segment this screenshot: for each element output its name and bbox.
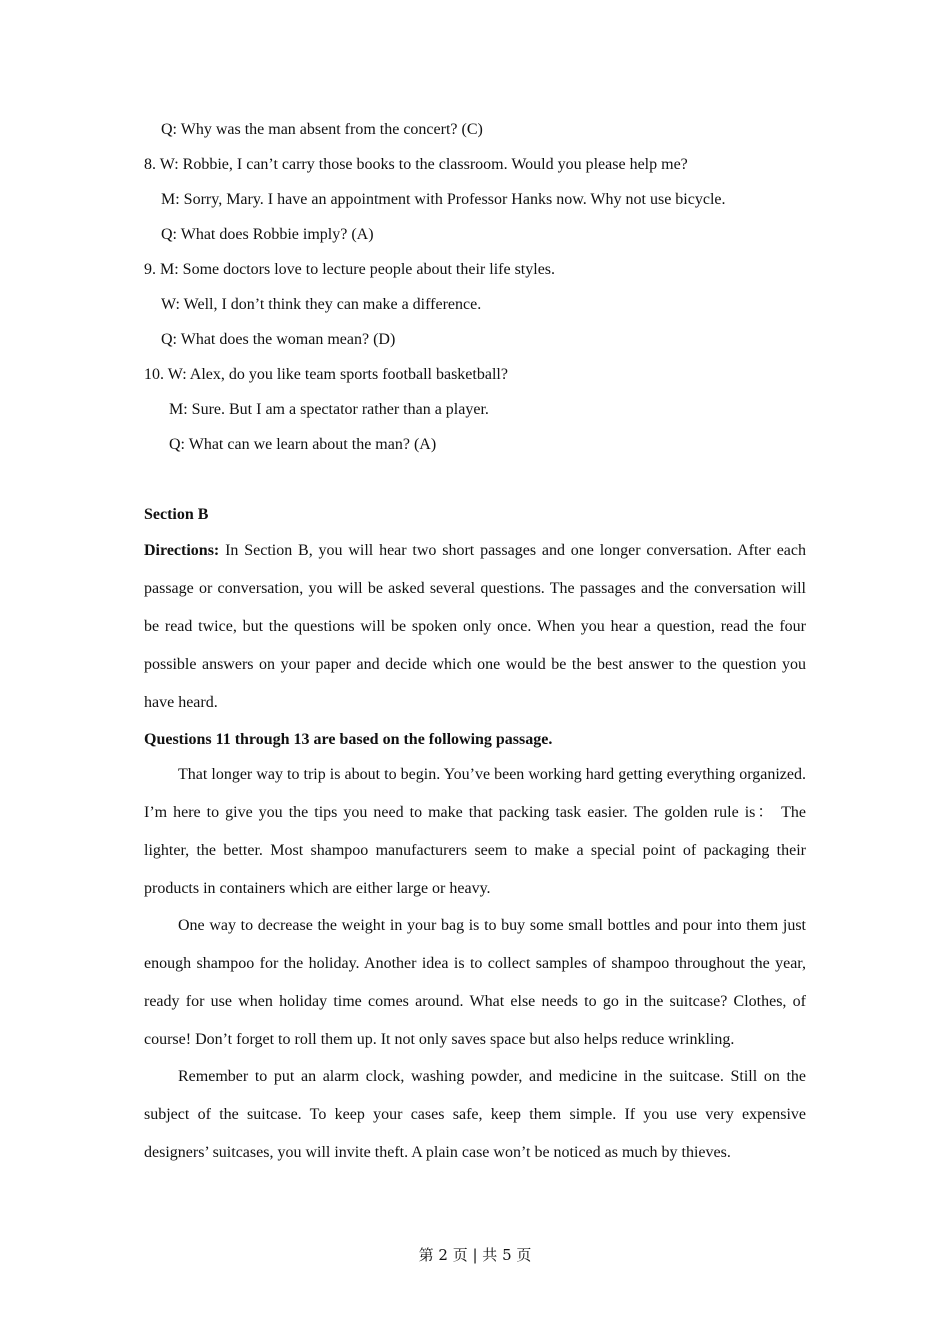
- section-heading: Section B: [144, 506, 209, 523]
- dialogue-line: Q: What does the woman mean? (D): [161, 331, 396, 348]
- directions-paragraph: [144, 532, 806, 722]
- passage-paragraph: Remember to put an alarm clock, washing powder, and medicine in the suitcase. Still on the subject of the suitcase. To keep your cases safe, keep them simple. If you use very expensive designers’ suitcases, you will invite theft. A plain case won’t be noticed as much by thieves.: [144, 1068, 806, 1161]
- spacer: [144, 462, 806, 497]
- passage-paragraph: That longer way to trip is about to begin. You’ve been working hard getting everything organized. I’m here to give you the tips you need to make that packing task easier. The golden rule is： The lighter, the better. Most shampoo manufacturers seem to make a special point of packaging their products in containers which are either large or heavy.: [144, 766, 807, 897]
- directions-text: In Section B, you will hear two short passages and one longer conversation. After each passage or conversation, you will be asked several questions. The passages and the conversation will be read twice, but the questions will be spoken only once. When you hear a question, read the four possible answers on your paper and decide which one would be the best answer to the question you have heard.: [144, 542, 806, 711]
- dialogue-line: M: Sorry, Mary. I have an appointment with Professor Hanks now. Why not use bicycle.: [161, 191, 726, 208]
- passage-paragraph: One way to decrease the weight in your bag is to buy some small bottles and pour into them just enough shampoo for the holiday. Another idea is to collect samples of shampoo throughout the year, ready for use when holiday time comes around. What else needs to go in the suitcase? Clothes, of course! Don’t forget to roll them up. It not only saves space but also helps reduce wrinkling.: [144, 917, 806, 1048]
- questions-heading: Questions 11 through 13 are based on the following passage.: [144, 731, 553, 748]
- dialogue-line: Q: What does Robbie imply? (A): [161, 226, 374, 243]
- dialogue-line: Q: Why was the man absent from the concert? (C): [161, 121, 483, 138]
- page-footer: 第 2 页 | 共 5 页: [418, 1246, 532, 1264]
- dialogue-line: M: Sure. But I am a spectator rather than a player.: [169, 401, 489, 418]
- dialogue-line: Q: What can we learn about the man? (A): [169, 436, 437, 453]
- document-page: [144, 112, 806, 1172]
- dialogue-line: 10. W: Alex, do you like team sports football basketball?: [144, 366, 508, 383]
- dialogue-line: W: Well, I don’t think they can make a difference.: [161, 296, 482, 313]
- dialogue-line: 8. W: Robbie, I can’t carry those books to the classroom. Would you please help me?: [144, 156, 688, 173]
- dialogue-line: 9. M: Some doctors love to lecture people about their life styles.: [144, 261, 556, 278]
- directions-label: Directions:: [144, 542, 220, 559]
